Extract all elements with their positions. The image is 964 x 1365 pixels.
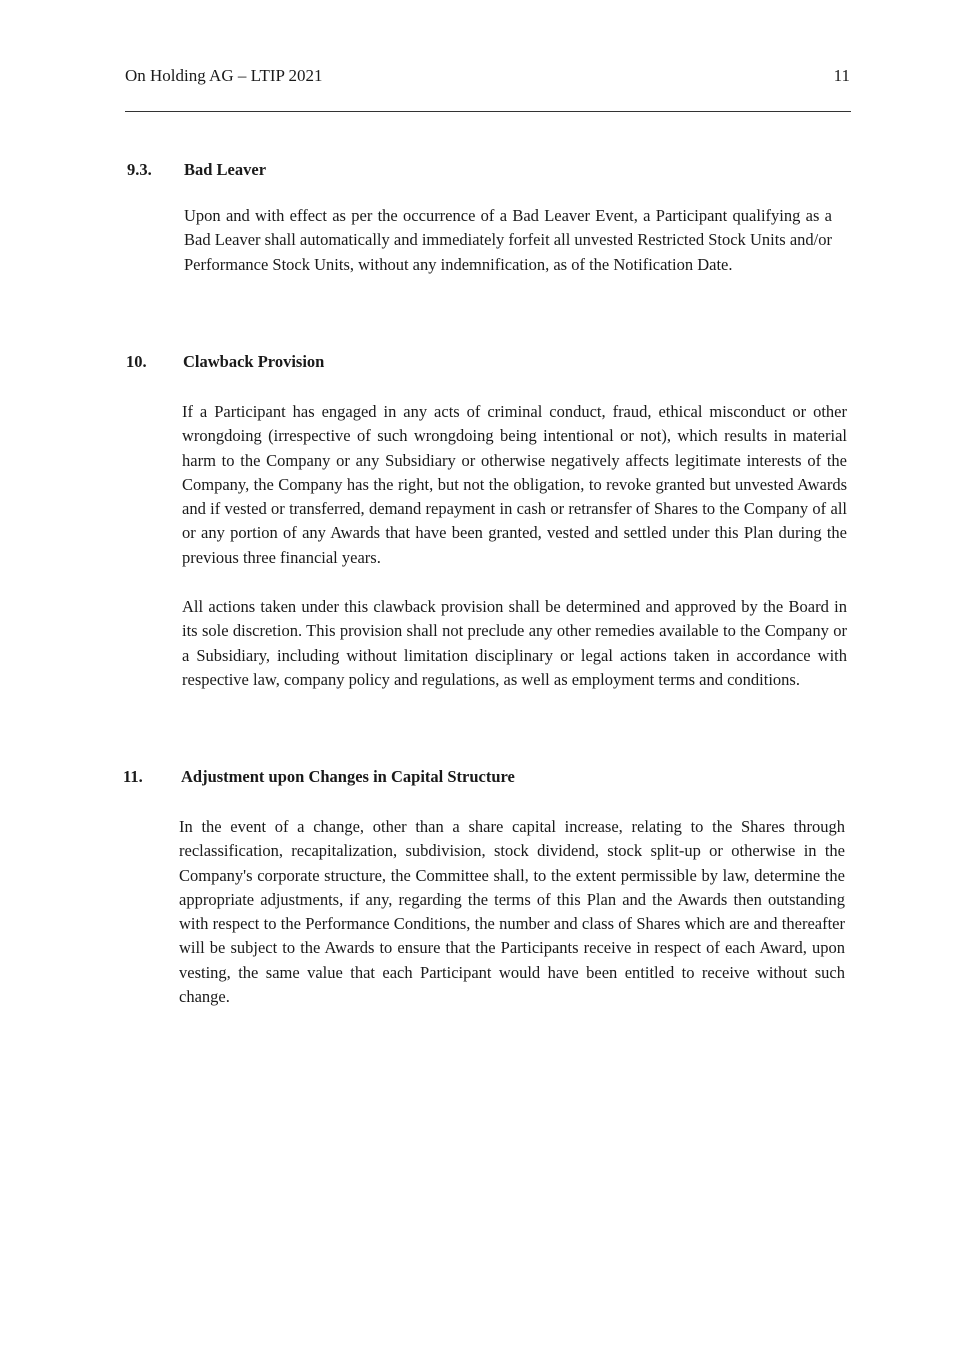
section-heading: Clawback Provision [183, 352, 325, 371]
section-paragraph: All actions taken under this clawback provision shall be determined and approved by the Board in its sole discretion. This provision shall not preclude any other remedies available to the Company or a Subsidiary, including without limitation disciplinary or legal actions taken in accordance with respective law, company policy and regulations, as well as employment terms and conditions. [182, 597, 847, 689]
section-heading: Adjustment upon Changes in Capital Structure [181, 767, 515, 786]
document-title: On Holding AG – LTIP 2021 [125, 66, 323, 85]
section-paragraph: If a Participant has engaged in any acts of criminal conduct, fraud, ethical misconduct or other wrongdoing (irrespective of such wrongdoing being intentional or not), which results in material harm to the Company or any Subsidiary or otherwise negatively affects legitimate interests of the Company, the Company has the right, but not the obligation, to revoke granted but unvested Awards and if vested or transferred, demand repayment in cash or retransfer of Shares to the Company of all or any portion of any Awards that have been granted, vested and settled under this Plan during the previous three financial years. [182, 402, 847, 567]
section-heading: Bad Leaver [184, 160, 267, 179]
section-number: 10. [126, 352, 147, 371]
page-header [125, 64, 850, 88]
page-number: 11 [833, 66, 850, 85]
section-paragraph: In the event of a change, other than a share capital increase, relating to the Shares through reclassification, recapitalization, subdivision, stock dividend, stock split-up or otherwise in the Company's corporate structure, the Committee shall, to the extent permissible by law, determine the appropriate adjustments, if any, regarding the terms of this Plan and the Awards then outstanding with respect to the Performance Conditions, the number and class of Shares which are and thereafter will be subject to the Awards to ensure that the Participants receive in respect of each Award, upon vesting, the same value that each Participant would have been entitled to receive without such change. [179, 817, 845, 1007]
section-paragraph: Upon and with effect as per the occurrence of a Bad Leaver Event, a Participant qualifying as a Bad Leaver shall automatically and immediately forfeit all unvested Restricted Stock Units and/or Performance Stock Units, without any indemnification, as of the Notification Date. [184, 206, 832, 274]
section-number: 9.3. [127, 160, 152, 179]
header-divider [125, 111, 851, 112]
section-number: 11. [123, 767, 143, 786]
